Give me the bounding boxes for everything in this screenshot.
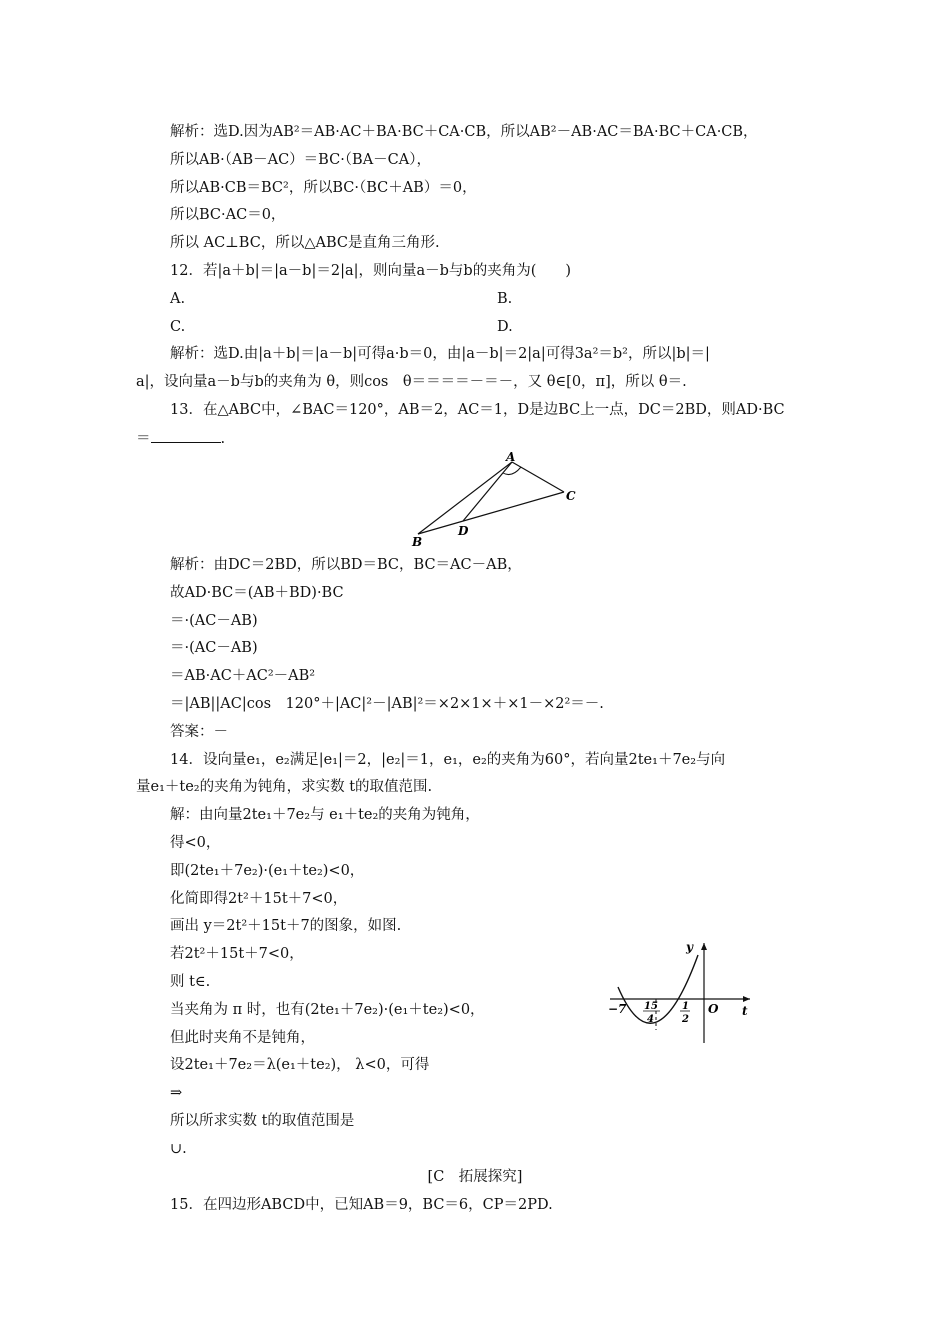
text-line-4: 所以BC·AC＝0， [170,207,286,223]
label-o: O [708,1002,719,1016]
label-neg7: −7 [608,1002,627,1016]
text-line-30: 设2te₁＋7e₂＝λ(e₁＋te₂)， λ<0，可得 [170,1057,430,1073]
text-line-21: 解：由向量2te₁＋7e₂与 e₁＋te₂的夹角为钝角， [170,807,480,823]
text-line-17: ＝|AB||AC|cos 120°＋|AC|²－|AB|²＝×2×1×＋×1－×2²＝－. [170,696,604,712]
label-1: 1 [682,1001,689,1012]
option-a: A. [170,291,186,307]
triangle-figure [400,450,590,550]
problem-12: 12．若|a＋b|＝|a－b|＝2|a|，则向量a－b与b的夹角为( ) [170,263,572,279]
text-line-31: ⇒ [170,1085,183,1101]
text-line-14: ＝·(AC－AB) [170,613,258,629]
label-t: t [742,1004,748,1018]
label-d: D [458,524,469,538]
label-2: 2 [682,1014,689,1025]
problem-15: 15．在四边形ABCD中，已知AB＝9，BC＝6，CP＝2PD. [170,1197,553,1213]
problem-14: 14．设向量e₁，e₂满足|e₁|＝2，|e₂|＝1，e₁，e₂的夹角为60°，若向量2te₁＋7e₂与向 [170,752,726,768]
text-line-3: 所以AB·CB＝BC²，所以BC·（BC＋AB）＝0， [170,180,477,196]
text-line-5: 所以 AC⊥BC，所以△ABC是直角三角形. [170,235,440,251]
text-line-16: ＝AB·AC＋AC²－AB² [170,668,316,684]
text-line-15: ＝·(AC－AB) [170,640,258,656]
text-line-22: 得<0， [170,835,221,851]
text-line-33: ∪. [170,1141,187,1157]
text-line-27: 则 t∈. [170,974,211,990]
text-line-20: 量e₁＋te₂的夹角为钝角，求实数 t的取值范围. [136,779,433,795]
text-line-32: 所以所求实数 t的取值范围是 [170,1113,355,1129]
section-title: [C 拓展探究] [427,1169,523,1185]
text-line-23: 即(2te₁＋7e₂)·(e₁＋te₂)<0， [170,863,365,879]
option-b: B. [497,291,513,307]
label-15: 15 [644,1001,658,1012]
answer-blank [151,428,221,443]
option-c: C. [170,319,186,335]
label-a: A [506,450,516,464]
text-line-12: 解析：由DC＝2BD，所以BD＝BC，BC＝AC－AB， [170,557,522,573]
text-line-28: 当夹角为 π 时，也有(2te₁＋7e₂)·(e₁＋te₂)<0， [170,1002,485,1018]
text-line-13: 故AD·BC＝(AB＋BD)·BC [170,585,344,601]
text-line-1: 解析：选D.因为AB²＝AB·AC＋BA·BC＋CA·CB，所以AB²－AB·AC＝BA·BC＋CA·CB， [170,124,758,140]
parabola-figure [600,935,760,1045]
problem-13-answer-line: ＝ . [136,428,225,449]
label-4: 4 [647,1014,654,1025]
problem-13: 13．在△ABC中，∠BAC＝120°，AB＝2，AC＝1，D是边BC上一点，DC＝2BD，则AD·BC [170,402,785,418]
text-line-24: 化简即得2t²＋15t＋7<0， [170,891,348,907]
answer-13: 答案：－ [170,724,228,740]
text-line-8: 解析：选D.由|a＋b|＝|a－b|可得a·b＝0，由|a－b|＝2|a|可得3a²＝b²，所以|b|＝| [170,346,710,362]
text-line-25: 画出 y＝2t²＋15t＋7的图象，如图. [170,918,402,934]
text-line-29: 但此时夹角不是钝角， [170,1030,315,1046]
option-d: D. [497,319,513,335]
text-line-2: 所以AB·（AB－AC）＝BC·（BA－CA）， [170,152,431,168]
label-c: C [566,489,576,503]
text-line-26: 若2t²＋15t＋7<0， [170,946,304,962]
label-y: y [686,940,693,954]
label-b: B [412,535,423,549]
text-line-9: a|，设向量a－b与b的夹角为 θ，则cos θ＝＝＝＝－＝－，又 θ∈[0，π]，所以 θ＝. [136,374,687,390]
